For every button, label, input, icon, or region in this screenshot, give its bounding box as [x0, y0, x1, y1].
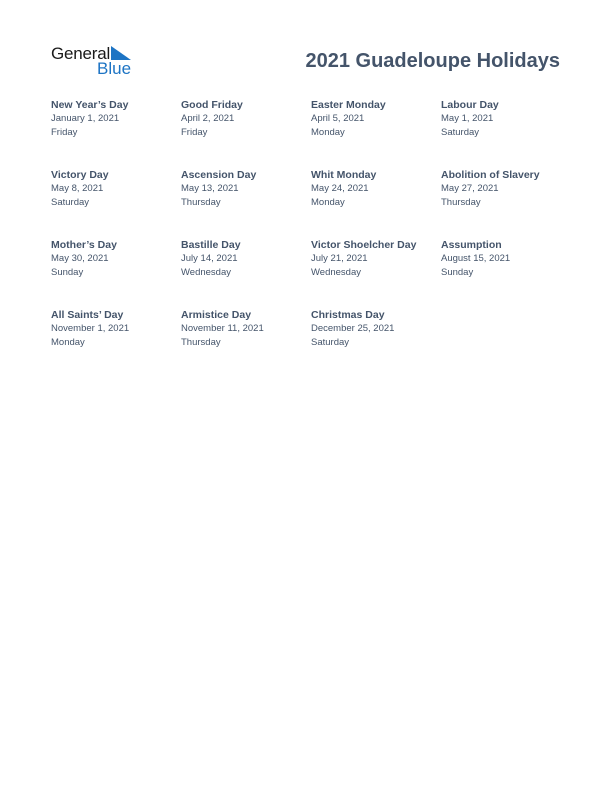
- holiday-grid: [51, 98, 571, 378]
- holiday-name: Easter Monday: [311, 99, 386, 111]
- holiday-weekday: Sunday: [51, 266, 84, 278]
- holiday-date: May 27, 2021: [441, 183, 499, 194]
- holiday-name: New Year’s Day: [51, 99, 129, 111]
- holiday-item: [311, 308, 441, 378]
- holiday-date: December 25, 2021: [311, 323, 395, 334]
- holiday-item: [51, 238, 181, 308]
- holiday-date: January 1, 2021: [51, 113, 120, 124]
- holiday-date: May 8, 2021: [51, 183, 104, 194]
- logo-word-general: General: [51, 44, 111, 63]
- holiday-item: [181, 98, 311, 168]
- holiday-name: Ascension Day: [181, 169, 257, 181]
- logo-flag-icon: [111, 46, 131, 60]
- holiday-name: Good Friday: [181, 99, 243, 111]
- brand-logo: [51, 44, 141, 80]
- holiday-weekday: Monday: [51, 336, 85, 348]
- holiday-item: [51, 168, 181, 238]
- holiday-date: August 15, 2021: [441, 253, 511, 264]
- holiday-weekday: Friday: [51, 126, 78, 138]
- holiday-weekday: Thursday: [181, 196, 221, 208]
- holiday-date: November 11, 2021: [181, 323, 264, 334]
- holiday-name: Whit Monday: [311, 169, 377, 181]
- page-title: 2021 Guadeloupe Holidays: [305, 50, 560, 72]
- holiday-weekday: Wednesday: [311, 266, 361, 278]
- holiday-weekday: Sunday: [441, 266, 474, 278]
- holiday-item: [51, 308, 181, 378]
- holiday-date: April 5, 2021: [311, 113, 365, 124]
- holiday-date: May 24, 2021: [311, 183, 369, 194]
- holiday-weekday: Monday: [311, 196, 345, 208]
- holiday-weekday: Thursday: [181, 336, 221, 348]
- holiday-date: May 13, 2021: [181, 183, 239, 194]
- holiday-item: [181, 238, 311, 308]
- holiday-weekday: Monday: [311, 126, 345, 138]
- holiday-weekday: Wednesday: [181, 266, 231, 278]
- holiday-item: [441, 98, 571, 168]
- holiday-date: November 1, 2021: [51, 323, 130, 334]
- holiday-item: [311, 98, 441, 168]
- holiday-name: Bastille Day: [181, 239, 241, 251]
- holiday-date: April 2, 2021: [181, 113, 235, 124]
- holiday-item: [181, 168, 311, 238]
- holiday-weekday: Friday: [181, 126, 208, 138]
- holiday-date: July 14, 2021: [181, 253, 238, 264]
- holiday-name: All Saints’ Day: [51, 309, 124, 321]
- holiday-name: Labour Day: [441, 99, 499, 111]
- holiday-name: Armistice Day: [181, 309, 252, 321]
- holiday-name: Victory Day: [51, 169, 109, 181]
- holiday-date: May 30, 2021: [51, 253, 109, 264]
- holiday-item: [441, 238, 571, 308]
- holiday-weekday: Saturday: [441, 126, 480, 138]
- holiday-date: July 21, 2021: [311, 253, 368, 264]
- holiday-item: [181, 308, 311, 378]
- holiday-name: Mother’s Day: [51, 239, 117, 251]
- holiday-item: [51, 98, 181, 168]
- holiday-item: [311, 238, 441, 308]
- holiday-date: May 1, 2021: [441, 113, 494, 124]
- logo-word-blue: Blue: [97, 59, 132, 78]
- holiday-weekday: Saturday: [51, 196, 90, 208]
- holiday-name: Abolition of Slavery: [441, 169, 540, 181]
- holiday-weekday: Saturday: [311, 336, 350, 348]
- holiday-item: [441, 168, 571, 238]
- holiday-weekday: Thursday: [441, 196, 481, 208]
- holiday-name: Victor Shoelcher Day: [311, 239, 417, 251]
- holiday-item: [311, 168, 441, 238]
- holiday-name: Assumption: [441, 239, 502, 251]
- holiday-name: Christmas Day: [311, 309, 385, 321]
